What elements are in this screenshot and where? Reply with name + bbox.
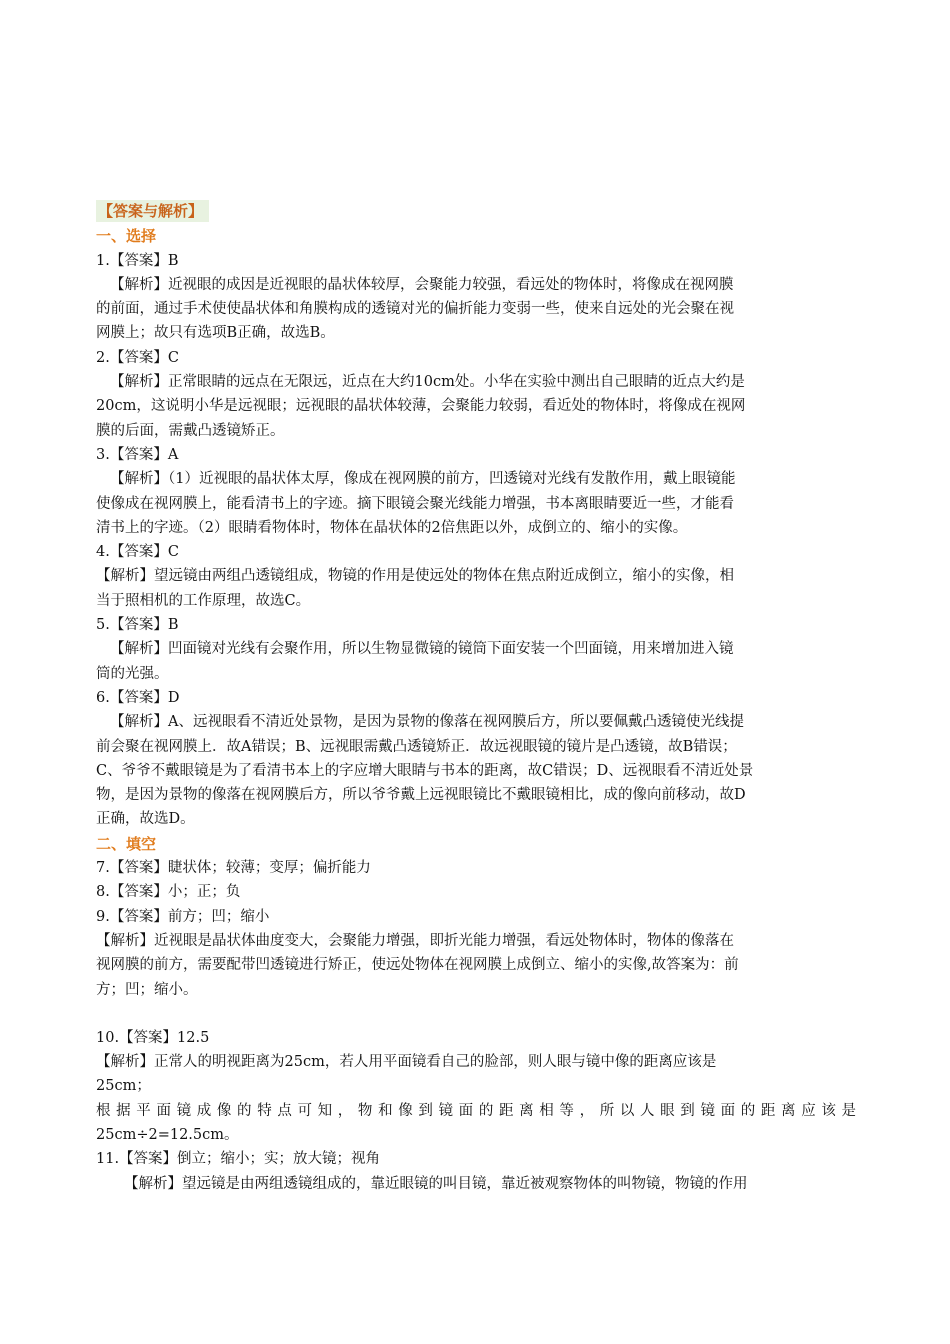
q1-analysis-line: 的前面，通过手术使使晶状体和角膜构成的透镜对光的偏折能力变弱一些，使来自远处的光会聚在视 [96,301,734,318]
q6-analysis-line: C、爷爷不戴眼镜是为了看清书本上的字应增大眼睛与书本的距离，故C错误；D、远视眼看不清近处景 [96,762,754,779]
answer-document [96,200,856,1196]
q10-analysis-line: 25cm； [96,1078,151,1095]
q9-answer: 9.【答案】前方；凹；缩小 [96,908,270,925]
q3-analysis-line: 【解析】（1）近视眼的晶状体太厚，像成在视网膜的前方，凹透镜对光线有发散作用，戴上眼镜能 [110,471,736,488]
q3-analysis-line: 清书上的字迹。（2）眼睛看物体时，物体在晶状体的2倍焦距以外，成倒立的、缩小的实像。 [96,519,688,536]
q5-answer: 5.【答案】B [96,617,179,634]
q1-analysis-line: 【解析】近视眼的成因是近视眼的晶状体较厚，会聚能力较强，看远处的物体时，将像成在视网膜 [110,276,734,293]
q6-analysis-line: 正确，故选D。 [96,811,195,828]
q8-answer: 8.【答案】小；正；负 [96,884,241,901]
q11-analysis-line: 【解析】望远镜是由两组透镜组成的，靠近眼镜的叫目镜，靠近被观察物体的叫物镜，物镜的作用 [124,1175,748,1192]
q6-analysis-line: 前会聚在视网膜上．故A错误；B、远视眼需戴凸透镜矫正．故远视眼镜的镜片是凸透镜，故B错误； [96,738,737,755]
q10-analysis-line: 根据平面镜成像的特点可知，物和像到镜面的距离相等，所以人眼到镜面的距离应该是 [96,1102,856,1119]
q5-analysis-line: 【解析】凹面镜对光线有会聚作用，所以生物显微镜的镜筒下面安装一个凹面镜，用来增加进入镜 [110,641,734,658]
q9-analysis-line: 【解析】近视眼是晶状体曲度变大，会聚能力增强，即折光能力增强，看远处物体时，物体的像落在 [96,932,734,949]
q10-answer: 10.【答案】12.5 [96,1029,210,1046]
q2-analysis-line: 20cm，这说明小华是远视眼；远视眼的晶状体较薄，会聚能力较弱，看近处的物体时，将像成在视网 [96,398,746,415]
q1-analysis-line: 网膜上；故只有选项B正确，故选B。 [96,325,335,342]
q5-analysis-line: 筒的光强。 [96,665,169,682]
q10-analysis-line: 25cm÷2=12.5cm。 [96,1126,239,1143]
q2-answer: 2.【答案】C [96,349,179,366]
q4-analysis-line: 【解析】望远镜由两组凸透镜组成，物镜的作用是使远处的物体在焦点附近成倒立，缩小的实像，相 [96,568,734,585]
q7-answer: 7.【答案】睫状体；较薄；变厚；偏折能力 [96,860,371,877]
q11-answer: 11.【答案】倒立；缩小；实；放大镜；视角 [96,1151,381,1168]
q6-analysis-line: 物，是因为景物的像落在视网膜后方，所以爷爷戴上远视眼镜比不戴眼镜相比，成的像向前移动，故D [96,787,746,804]
q3-analysis-line: 使像成在视网膜上，能看清书上的字迹。摘下眼镜会聚光线能力增强，书本离眼睛要近一些，才能看 [96,495,734,512]
q9-analysis-line: 视网膜的前方，需要配带凹透镜进行矫正，使远处物体在视网膜上成倒立、缩小的实像,故答案为：前 [96,957,739,974]
q1-answer: 1.【答案】B [96,252,179,269]
q10-analysis-line: 【解析】正常人的明视距离为25cm，若人用平面镜看自己的脸部，则人眼与镜中像的距离应该是 [96,1054,717,1071]
q4-answer: 4.【答案】C [96,544,179,561]
q4-analysis-line: 当于照相机的工作原理，故选C。 [96,592,311,609]
q9-analysis-line: 方；凹；缩小。 [96,981,198,998]
q3-answer: 3.【答案】A [96,446,179,463]
q2-analysis-line: 膜的后面，需戴凸透镜矫正。 [96,422,285,439]
q2-analysis-line: 【解析】正常眼睛的远点在无限远，近点在大约10cm处。小华在实验中测出自己眼睛的近点大约是 [110,374,745,391]
q6-answer: 6.【答案】D [96,689,180,706]
answers-heading: 【答案与解析】 [96,200,209,222]
q6-analysis-line: 【解析】A、远视眼看不清近处景物，是因为景物的像落在视网膜后方，所以要佩戴凸透镜使光线提 [110,714,744,731]
section-fill: 二、填空 [96,834,157,853]
section-choice: 一、选择 [96,227,157,246]
